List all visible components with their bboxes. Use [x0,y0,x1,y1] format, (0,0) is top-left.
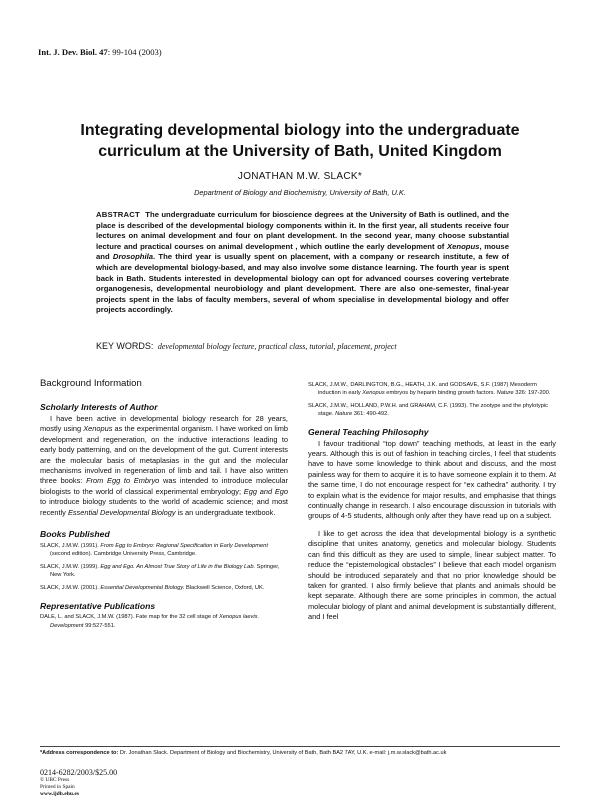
scholarly-text-5: is an undergraduate textbook. [175,507,276,517]
abstract [96,210,509,316]
author-name: JONATHAN M.W. SLACK* [237,171,363,182]
abstract-label: ABSTRACT [96,210,140,219]
keywords-value: developmental biology lecture, practical class, tutorial, placement, project [157,342,397,351]
book-ref-publisher: Blackwell Science, Oxford, UK. [184,584,265,591]
book-ref [40,542,288,559]
journal-citation [38,47,162,57]
scholarly-text-4: to introduce biology students to the world of academic science; and most recently [40,497,288,517]
scholarly-text-3: was intended to introduce molecular biologists to the world of classical experimental embryology; [40,476,289,496]
article-title [60,120,540,162]
correspondence-label: *Address correspondence to: [40,750,119,756]
scholarly-heading: Scholarly Interests of Author [40,402,158,412]
book-ref-title: From Egg to Embryo: Regional Specification in Early Development [100,543,268,550]
keywords-label: KEY WORDS: [96,341,154,351]
title-line-1: Integrating developmental biology into the undergraduate [80,122,520,139]
publication-ref-text: DALE, L. and SLACK, J.M.W. (1987). Fate map for the 32 cell stage of [40,614,219,621]
book-ref-publisher: (second edition). Cambridge University Press, Cambridge. [50,551,197,558]
publication-ref-journal: Nature [496,390,514,397]
publication-ref-journal: Nature [335,411,353,418]
background-heading: Background Information [40,378,142,389]
title-line-2: curriculum at the University of Bath, United Kingdom [98,143,502,160]
left-column [40,378,288,634]
books-heading: Books Published [40,529,110,540]
book-title-1: From Egg to Embryo [86,476,160,486]
publications-heading: Representative Publications [40,601,156,612]
abstract-drosophila: Drosophila [112,252,154,262]
footnote-divider [40,746,560,747]
journal-name: Int. J. Dev. Biol. [38,47,97,57]
journal-website: www.ijdb.ehu.es [40,791,80,797]
journal-pages: : 99-104 (2003) [107,47,162,57]
publication-ref-pages: 326: 197-200. [513,390,551,397]
publication-ref [308,402,556,419]
publication-ref [308,381,556,398]
abstract-text-2: , mouse and [96,241,509,262]
publication-ref [40,613,288,630]
abstract-xenopus: Xenopus [446,241,480,251]
teaching-paragraph-1: I favour traditional “top down” teaching methods, at least in the early years. Although this is out of fashion in teaching circles, I feel that students have to have some knowledge to think about and discuss, and the most painless way for them to acquire it is to have someone explain it to them. At the same time, I do not encourage respect for “ex cathedra” authority. I try to explain what is the evidence for major results, and emphasise that things continually change in research. I also encourage discussion in tutorials with groups of 4-5 students, although only after they have read up on a subject. [308,438,556,521]
book-title-2: Egg and Ego [243,486,288,496]
keywords [96,341,397,351]
book-ref-title: Egg and Ego. An Almost True Story of Life in the Biology Lab. [100,563,256,570]
teaching-heading: General Teaching Philosophy [308,426,429,437]
book-ref-authors: SLACK, J.M.W. (1999). [40,563,101,570]
scholarly-text-1: I have been active in developmental biology research for 28 years, mostly using [40,414,288,434]
book-ref-title: Essential Developmental Biology. [100,584,185,591]
scholarly-paragraph [40,414,288,518]
book-ref-authors: SLACK, J.M.W. (2001). [40,584,101,591]
publication-ref-italic: Xenopus [362,390,385,397]
publication-ref-journal: Xenopus laevis. Development [50,614,260,629]
press-copyright: © UBC Press [40,777,70,783]
book-ref [40,584,288,592]
author-affiliation: Department of Biology and Biochemistry, University of Bath, U.K. [194,188,406,197]
issn-price: 0214-6282/2003/$25.00 [40,768,118,777]
publication-ref-text: SLACK, J.M.W., DARLINGTON, B.G., HEATH, J.K. and GODSAVE, S.F. (1987) Mesoderm induction in early [308,382,537,397]
printed-in: Printed in Spain [40,784,75,790]
right-column [308,381,556,623]
book-ref-publisher: Springer, New York. [50,563,280,579]
book-title-3: Essential Developmental Biology [67,507,176,517]
abstract-text-3: . The third year is usually spent on placement, with a company or research institute, a few of which are developmental biology-based, and may also involve some distance learning. The fourth year is spent back in Bath. Students interested in developmental biology can opt for advanced courses covering vertebrate organogenesis, developmental neurobiology and plant development. There are also one-semester, final-year projects spent in the labs of faculty members, several of whom specialise in developmental biology and offer projects accordingly. [96,252,509,315]
journal-volume: 47 [99,47,108,57]
scholarly-text-2: as the experimental organism. I have worked on limb development and regeneration, on the inductive interactions leading to early body patterning, and on the development of the gut. Current interests are the molecular basis of metaplasias in the gut and the molecular mechanisms involved in regeneration of limb and tail. I have also written three books: [40,424,288,486]
scholarly-xenopus: Xenopus [83,424,113,434]
correspondence-text: Dr. Jonathan Slack. Department of Biology and Biochemistry, University of Bath, Bath BA2 7AY, U.K. e-mail: j.m.w.slack@bath.ac.uk [118,750,447,756]
teaching-paragraph-2: I like to get across the idea that developmental biology is a synthetic discipline that unites anatomy, genetics and molecular biology. Students can find this difficult as they are used to simple, linear subject matter. To reduce the “epistemological obstacles” I believe that each model organism should be introduced separately and that no prior knowledge should be taken for granted. I also firmly believe that plants and animals should be kept separate. Although there are some principles in common, the actual molecular biology of plant and animal development is substantially different, and I feel [308,528,556,622]
abstract-text-1: The undergraduate curriculum for bioscience degrees at the University of Bath is outlined, and the place is described of the developmental biology components within it. In the first year, all students receive four lectures on animal development and four on plant development. In the second year, many choose substantial lecture and practical courses on animal development , which outline the early development of [96,210,509,251]
publication-ref-text-2: embryos by heparin binding growth factors. [384,390,497,397]
publication-ref-pages: 99:527-551. [83,622,116,629]
footer-block [40,754,117,797]
book-ref-authors: SLACK, J.M.W. (1991). [40,543,101,550]
publication-ref-pages: 361: 490-492. [352,411,389,418]
publication-ref-text: SLACK, J.M.W., HOLLAND, P.W.H. and GRAHAM, C.F. (1993). The zootype and the phylotypic stage. [308,402,549,418]
book-ref [40,563,288,580]
